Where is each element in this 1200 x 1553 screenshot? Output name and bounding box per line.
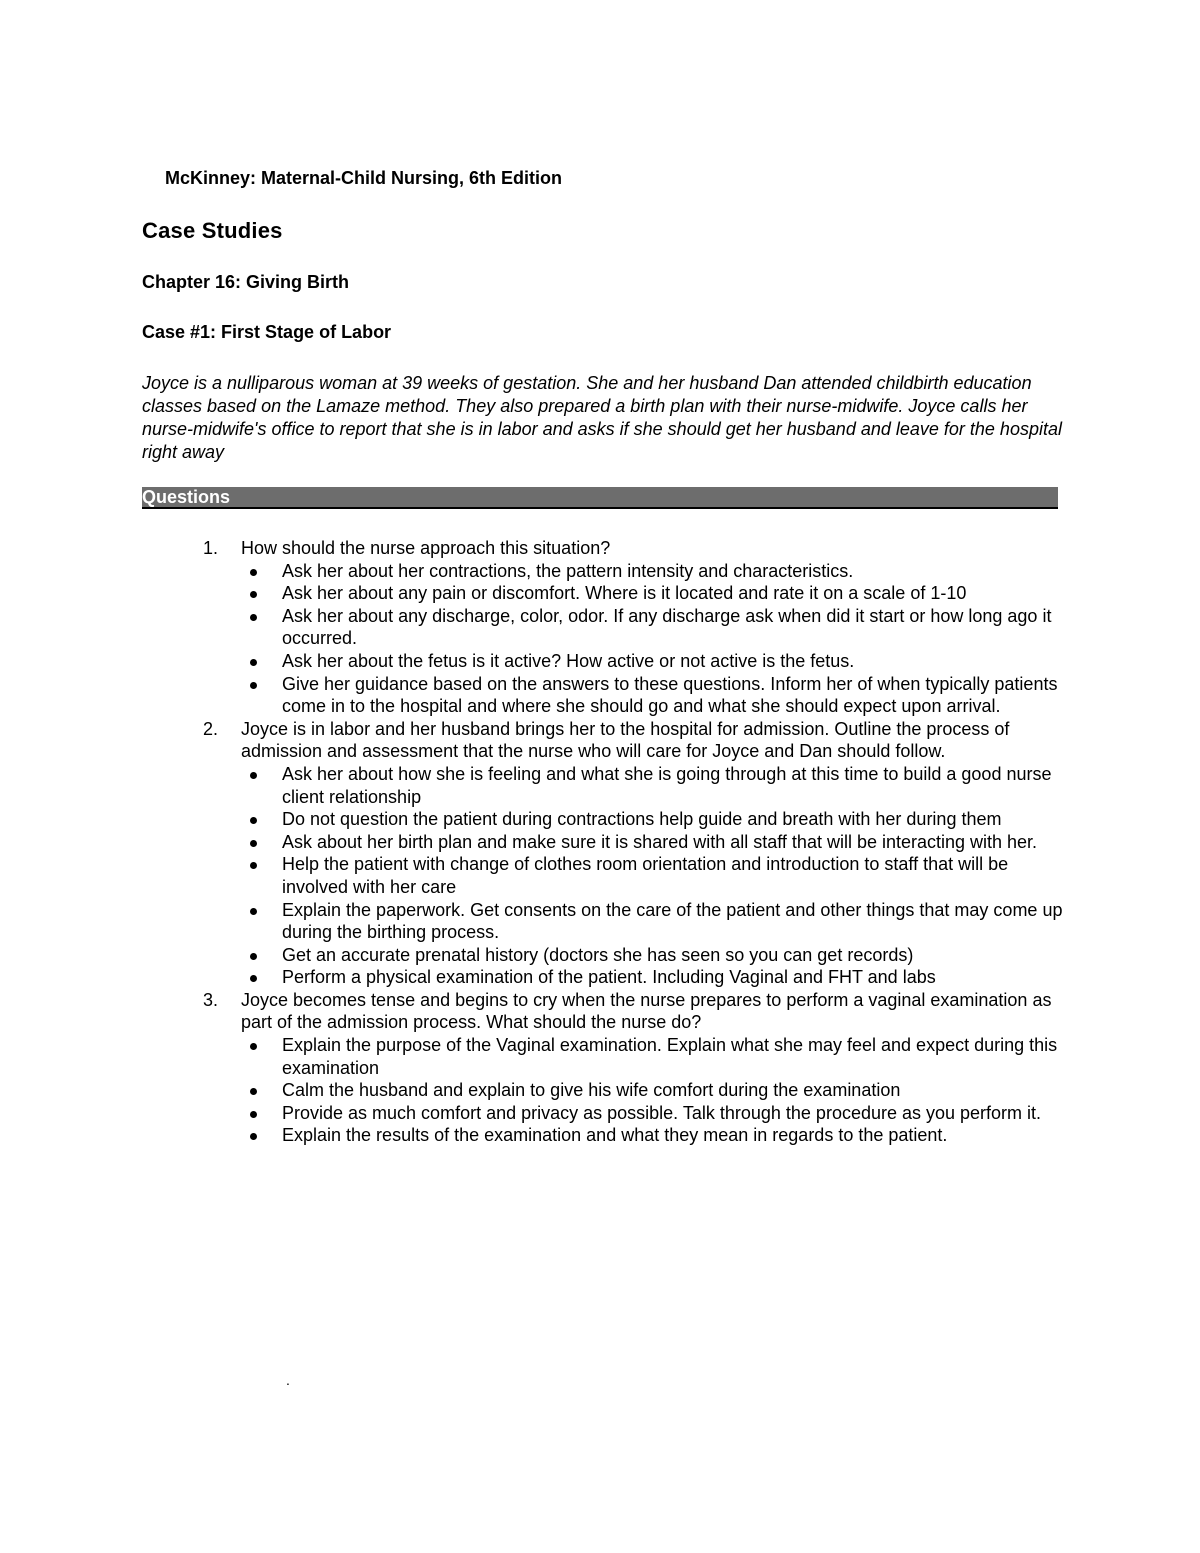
- bullet-icon: [250, 1088, 257, 1095]
- answer-text: Ask her about any pain or discomfort. Where is it located and rate it on a scale of 1-10: [282, 583, 967, 604]
- answer-text: Ask her about any discharge, color, odor. If any discharge ask when did it start or how long ago it occurred.: [282, 605, 1052, 649]
- answer-list: [241, 763, 1063, 989]
- answer-item: [241, 831, 1063, 854]
- answer-item: [241, 605, 1063, 650]
- answer-item: [241, 944, 1063, 967]
- case-scenario: Joyce is a nulliparous woman at 39 weeks of gestation. She and her husband Dan attended childbirth education classes based on the Lamaze method. They also prepared a birth plan with their nurse-midwife. Joyce calls her nurse-midwife's office to report that she is in labor and asks if she should get her husband and leave for the hospital right away: [142, 373, 1062, 462]
- answer-text: Ask her about her contractions, the pattern intensity and characteristics.: [282, 560, 854, 581]
- bullet-icon: [250, 975, 257, 982]
- bullet-icon: [250, 840, 257, 847]
- bullet-icon: [250, 614, 257, 621]
- answer-item: [241, 673, 1063, 718]
- answer-text: Explain the paperwork. Get consents on the care of the patient and other things that may come up during the birthing process.: [282, 899, 1063, 943]
- answer-item: [241, 1102, 1063, 1125]
- answer-item: [241, 966, 1063, 989]
- answer-text: Explain the purpose of the Vaginal examination. Explain what she may feel and expect during this examination: [282, 1035, 1058, 1078]
- answer-text: Provide as much comfort and privacy as possible. Talk through the procedure as you perform it.: [282, 1102, 1042, 1123]
- question-item-2: [203, 718, 1063, 989]
- bullet-icon: [250, 682, 257, 689]
- answer-list: [241, 560, 1063, 718]
- answer-item: [241, 899, 1063, 944]
- bullet-icon: [250, 569, 257, 576]
- bullet-icon: [250, 953, 257, 960]
- bullet-icon: [250, 862, 257, 869]
- answer-text: Ask about her birth plan and make sure it is shared with all staff that will be interacting with her.: [282, 831, 1038, 852]
- answer-text: Get an accurate prenatal history (doctors she has seen so you can get records): [282, 944, 914, 965]
- answer-text: Help the patient with change of clothes room orientation and introduction to staff that will be involved with her care: [282, 854, 1009, 897]
- question-number: 3.: [203, 989, 219, 1010]
- book-title: McKinney: Maternal-Child Nursing, 6th Edition: [165, 168, 563, 188]
- answer-item: [241, 650, 1063, 673]
- question-list: [203, 537, 1063, 1147]
- answer-item: [241, 582, 1063, 605]
- bullet-icon: [250, 772, 257, 779]
- answer-item: [241, 763, 1063, 808]
- answer-item: [241, 560, 1063, 583]
- answer-item: [241, 808, 1063, 831]
- answer-text: Ask her about the fetus is it active? How active or not active is the fetus.: [282, 650, 855, 671]
- answer-text: Do not question the patient during contractions help guide and breath with her during them: [282, 809, 1002, 830]
- bullet-icon: [250, 1043, 257, 1050]
- case-title: Case #1: First Stage of Labor: [142, 322, 392, 342]
- answer-text: Ask her about how she is feeling and what she is going through at this time to build a good nurse client relationship: [282, 763, 1052, 807]
- questions-heading-bar: [142, 487, 1058, 509]
- question-text: Joyce is in labor and her husband brings her to the hospital for admission. Outline the process of admission and assessment that the nurse who will care for Joyce and Dan should follow.: [241, 718, 1010, 762]
- answer-item: [241, 1124, 1063, 1147]
- questions-heading: Questions: [142, 487, 231, 507]
- bullet-icon: [250, 1133, 257, 1140]
- answer-item: [241, 1079, 1063, 1102]
- question-number: 1.: [203, 538, 219, 558]
- bullet-icon: [250, 817, 257, 824]
- question-item-3: [203, 989, 1063, 1147]
- answer-list: [241, 1034, 1063, 1147]
- section-title: Case Studies: [142, 218, 283, 243]
- answer-text: Perform a physical examination of the patient. Including Vaginal and FHT and labs: [282, 967, 936, 988]
- question-item-1: [203, 537, 1063, 718]
- question-text: Joyce becomes tense and begins to cry when the nurse prepares to perform a vaginal examination as part of the admission process. What should the nurse do?: [241, 989, 1052, 1033]
- answer-text: Give her guidance based on the answers to these questions. Inform her of when typically patients come in to the hospital and where she should go and what she should expect upon arrival.: [282, 673, 1058, 717]
- bullet-icon: [250, 659, 257, 666]
- footer-mark: .: [286, 1372, 290, 1388]
- bullet-icon: [250, 908, 257, 915]
- bullet-icon: [250, 1111, 257, 1118]
- bullet-icon: [250, 591, 257, 598]
- question-text: How should the nurse approach this situation?: [241, 538, 611, 558]
- answer-text: Explain the results of the examination and what they mean in regards to the patient.: [282, 1125, 948, 1146]
- answer-text: Calm the husband and explain to give his wife comfort during the examination: [282, 1080, 901, 1101]
- answer-item: [241, 1034, 1063, 1079]
- chapter-heading: Chapter 16: Giving Birth: [142, 272, 350, 292]
- question-number: 2.: [203, 718, 219, 739]
- answer-item: [241, 853, 1063, 898]
